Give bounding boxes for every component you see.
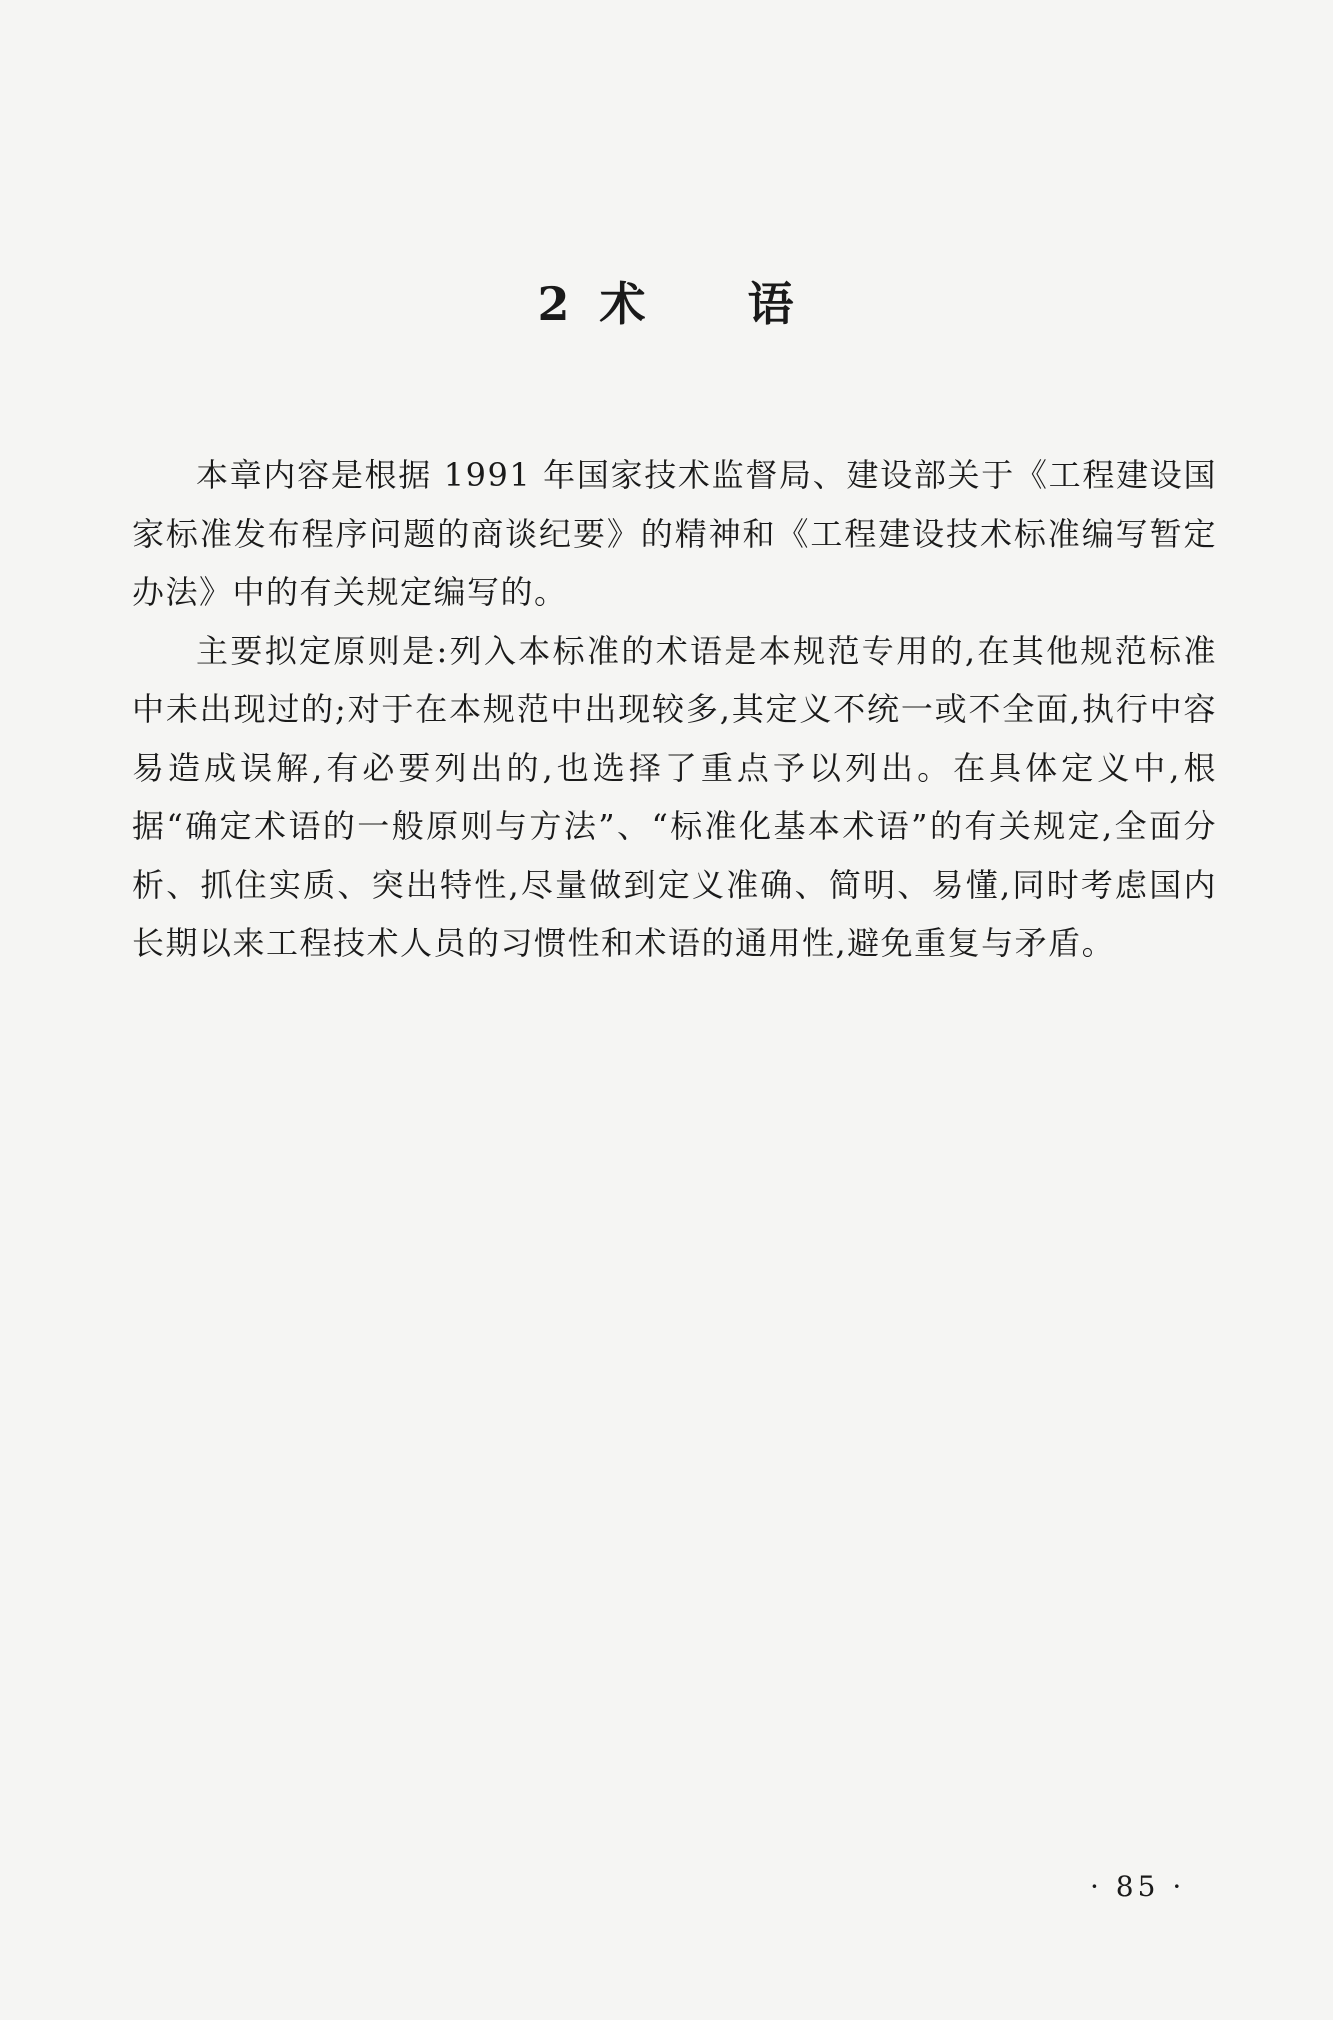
- chapter-title: [0, 268, 1333, 334]
- chapter-title-word-2: 语: [747, 277, 796, 331]
- paragraph-2: 主要拟定原则是:列入本标准的术语是本规范专用的,在其他规范标准中未出现过的;对于在本规范中出现较多,其定义不统一或不全面,执行中容易造成误解,有必要列出的,也选择了重点予以列出。在具体定义中,根据“确定术语的一般原则与方法”、“标准化基本术语”的有关规定,全面分析、抓住实质、突出特性,尽量做到定义准确、简明、易懂,同时考虑国内长期以来工程技术人员的习惯性和术语的通用性,避免重复与矛盾。: [132, 631, 1217, 962]
- page-number: · 85 ·: [1090, 1870, 1186, 1903]
- chapter-number: 2: [537, 277, 572, 331]
- chapter-title-word-1: 术: [599, 277, 648, 331]
- chapter-body: [132, 446, 1217, 973]
- paragraph-1: 本章内容是根据 1991 年国家技术监督局、建设部关于《工程建设国家标准发布程序问题的商谈纪要》的精神和《工程建设技术标准编写暂定办法》中的有关规定编写的。: [132, 456, 1217, 611]
